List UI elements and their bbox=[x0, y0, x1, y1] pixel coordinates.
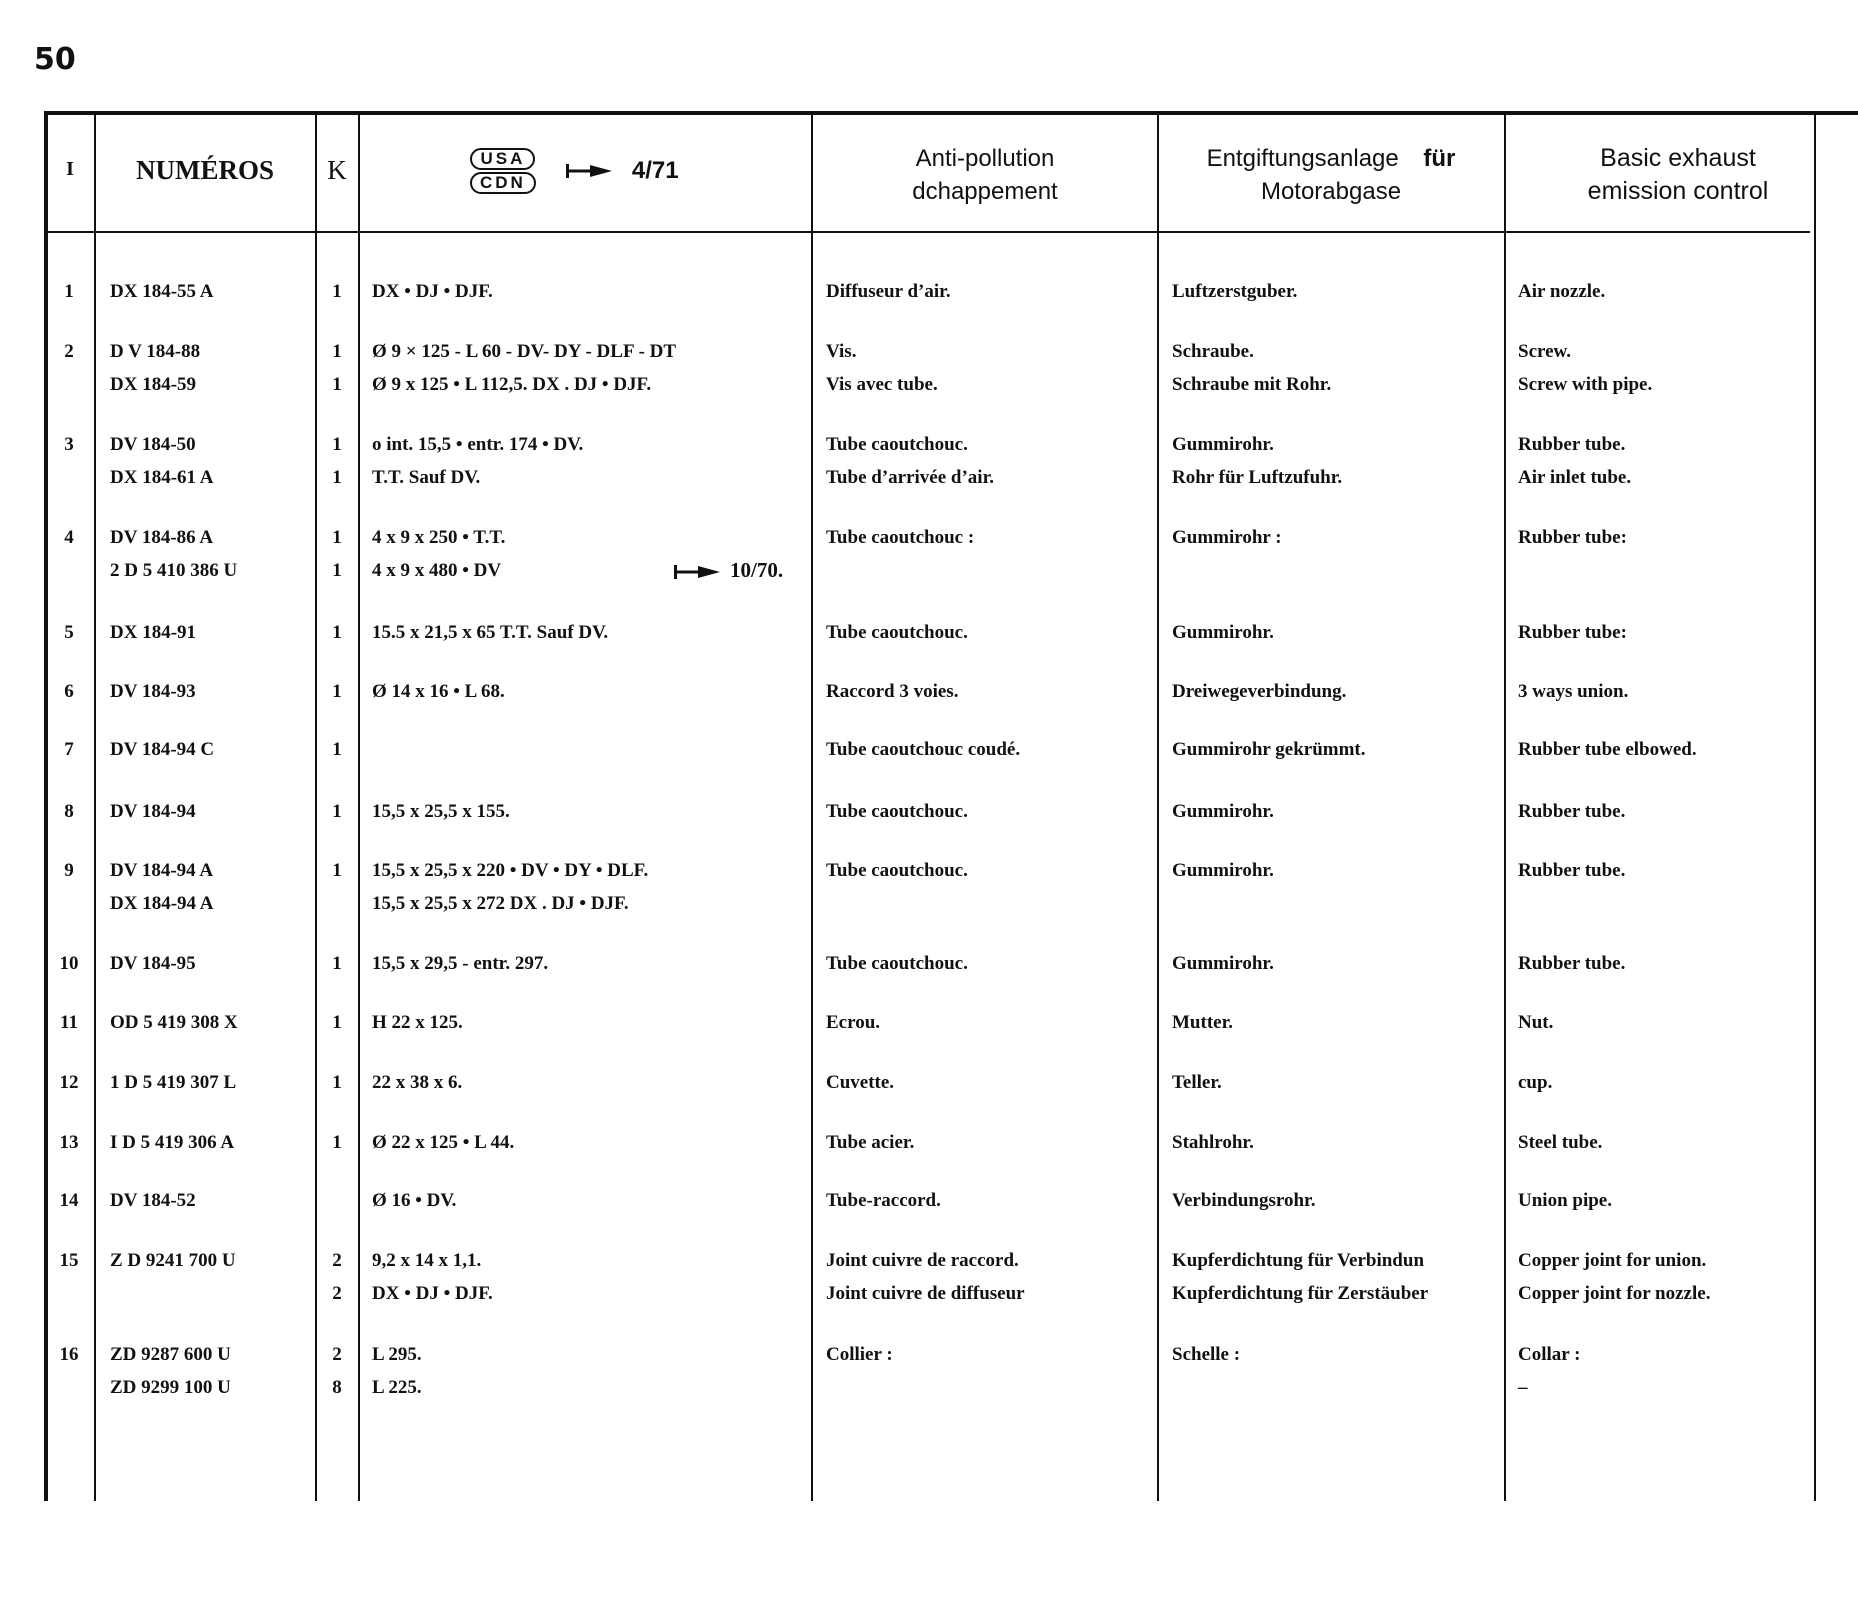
dimension-text-cell bbox=[372, 854, 842, 920]
english-label-cell bbox=[1518, 947, 1858, 980]
header-index: I bbox=[66, 158, 74, 180]
german-label-cell bbox=[1172, 616, 1512, 649]
part-number-cell bbox=[110, 1066, 320, 1099]
german-label: Gummirohr gekrümmt. bbox=[1172, 739, 1366, 760]
dimension-text-cell bbox=[372, 335, 842, 401]
part-number: DV 184-95 bbox=[110, 953, 196, 974]
header-fr-line1: Anti-pollution bbox=[915, 145, 1055, 172]
arrow-date-marker bbox=[674, 554, 783, 587]
row-index-cell bbox=[54, 521, 84, 554]
english-label-cell bbox=[1518, 1126, 1858, 1159]
row-index-cell bbox=[54, 947, 84, 980]
part-number-cell bbox=[110, 947, 320, 980]
german-label-cell bbox=[1172, 675, 1512, 708]
part-number: DV 184-94 A bbox=[110, 860, 214, 881]
row-index: 6 bbox=[64, 681, 74, 702]
english-label: Screw. bbox=[1518, 341, 1571, 362]
quantity: 1 bbox=[332, 953, 342, 974]
french-label: Tube d’arrivée d’air. bbox=[826, 467, 995, 488]
arrow-date-text: 10/70. bbox=[730, 558, 784, 582]
part-number: 2 D 5 410 386 U bbox=[110, 560, 238, 581]
quantity: 1 bbox=[332, 860, 342, 881]
german-label: Stahlrohr. bbox=[1172, 1132, 1254, 1153]
header-date: 4/71 bbox=[631, 157, 679, 184]
english-label: Rubber tube. bbox=[1518, 801, 1626, 822]
dimension-text: o int. 15,5 • entr. 174 • DV. bbox=[372, 434, 584, 455]
french-label-cell bbox=[826, 1126, 1166, 1159]
dimension-text: L 225. bbox=[372, 1377, 422, 1398]
french-label: Vis avec tube. bbox=[826, 374, 938, 395]
dimension-text: 22 x 38 x 6. bbox=[372, 1072, 463, 1093]
quantity: 1 bbox=[332, 1132, 342, 1153]
quantity: 2 bbox=[332, 1250, 342, 1271]
col-rule-left bbox=[44, 111, 48, 1501]
part-number: OD 5 419 308 X bbox=[110, 1012, 238, 1033]
english-label: Air inlet tube. bbox=[1518, 467, 1632, 488]
dimension-text-cell bbox=[372, 795, 842, 828]
german-label: Schelle : bbox=[1172, 1344, 1241, 1365]
part-number-cell bbox=[110, 795, 320, 828]
german-label-cell bbox=[1172, 1006, 1512, 1039]
part-number-cell bbox=[110, 521, 320, 587]
part-number: DV 184-93 bbox=[110, 681, 196, 702]
row-index: 1 bbox=[64, 281, 74, 302]
header-de bbox=[1161, 142, 1501, 208]
french-label-cell bbox=[826, 616, 1166, 649]
french-label: Tube caoutchouc. bbox=[826, 801, 968, 822]
english-label-cell bbox=[1518, 1244, 1858, 1310]
quantity: 1 bbox=[332, 1012, 342, 1033]
part-number: DV 184-52 bbox=[110, 1190, 196, 1211]
quantity: 2 bbox=[332, 1283, 342, 1304]
french-label-cell bbox=[826, 1338, 1166, 1371]
english-label-cell bbox=[1518, 1066, 1858, 1099]
row-index-cell bbox=[54, 1066, 84, 1099]
part-number-cell bbox=[110, 428, 320, 494]
french-label-cell bbox=[826, 795, 1166, 828]
english-label-cell bbox=[1518, 428, 1858, 494]
dimension-text-cell bbox=[372, 616, 842, 649]
dimension-text: Ø 14 x 16 • L 68. bbox=[372, 681, 505, 702]
quantity: 8 bbox=[332, 1377, 342, 1398]
dimension-text: H 22 x 125. bbox=[372, 1012, 463, 1033]
german-label-cell bbox=[1172, 1244, 1512, 1310]
header-en-line1: Basic exhaust bbox=[1600, 144, 1756, 172]
header-fr-line2: dchappement bbox=[912, 178, 1058, 205]
dimension-text-cell bbox=[372, 1066, 842, 1099]
header-numbers: NUMÉROS bbox=[135, 155, 274, 185]
french-label-cell bbox=[826, 675, 1166, 708]
dimension-text-cell bbox=[372, 1006, 842, 1039]
german-label: Schraube. bbox=[1172, 341, 1254, 362]
german-label-cell bbox=[1172, 854, 1512, 887]
german-label-cell bbox=[1172, 795, 1512, 828]
english-label: Steel tube. bbox=[1518, 1132, 1603, 1153]
header-validity bbox=[470, 148, 730, 194]
german-label: Verbindungsrohr. bbox=[1172, 1190, 1316, 1211]
dimension-text: 9,2 x 14 x 1,1. bbox=[372, 1250, 482, 1271]
part-number-cell bbox=[110, 1184, 320, 1217]
row-index-cell bbox=[54, 335, 84, 368]
part-number-cell bbox=[110, 1126, 320, 1159]
row-index: 7 bbox=[64, 739, 74, 760]
french-label: Vis. bbox=[826, 341, 857, 362]
row-index: 16 bbox=[59, 1344, 79, 1365]
english-label-cell bbox=[1518, 1184, 1858, 1217]
quantity: 1 bbox=[332, 281, 342, 302]
german-label: Dreiwegeverbindung. bbox=[1172, 681, 1347, 702]
part-number: DV 184-94 C bbox=[110, 739, 215, 760]
english-label: Rubber tube: bbox=[1518, 527, 1627, 548]
dimension-text: L 295. bbox=[372, 1344, 422, 1365]
english-label: Collar : bbox=[1518, 1344, 1581, 1365]
col-rule-index bbox=[94, 113, 96, 1501]
german-label: Gummirohr. bbox=[1172, 860, 1274, 881]
quantity-cell bbox=[322, 854, 352, 887]
row-index: 5 bbox=[64, 622, 74, 643]
german-label-cell bbox=[1172, 275, 1512, 308]
german-label: Kupferdichtung für Verbindun bbox=[1172, 1250, 1425, 1271]
german-label: Rohr für Luftzufuhr. bbox=[1172, 467, 1343, 488]
french-label-cell bbox=[826, 1066, 1166, 1099]
quantity-cell bbox=[322, 675, 352, 708]
quantity-cell bbox=[322, 275, 352, 308]
col-rule-qty bbox=[358, 113, 360, 1501]
dimension-text: 15.5 x 21,5 x 65 T.T. Sauf DV. bbox=[372, 622, 609, 643]
part-number: DX 184-59 bbox=[110, 374, 197, 395]
row-index: 12 bbox=[59, 1072, 79, 1093]
part-number-cell bbox=[110, 616, 320, 649]
part-number: DV 184-94 bbox=[110, 801, 196, 822]
part-number: DX 184-55 A bbox=[110, 281, 214, 302]
english-label: Rubber tube: bbox=[1518, 622, 1627, 643]
quantity-cell bbox=[322, 1126, 352, 1159]
english-label: Rubber tube. bbox=[1518, 953, 1626, 974]
dimension-text: 4 x 9 x 250 • T.T. bbox=[372, 527, 506, 548]
arrow-right-icon bbox=[566, 163, 612, 179]
quantity-cell bbox=[322, 616, 352, 649]
dimension-text: Ø 9 x 125 • L 112,5. DX . DJ • DJF. bbox=[372, 374, 652, 395]
quantity-cell bbox=[322, 428, 352, 494]
part-number-cell bbox=[110, 275, 320, 308]
row-index: 11 bbox=[60, 1012, 78, 1033]
english-label-cell bbox=[1518, 733, 1858, 766]
french-label-cell bbox=[826, 854, 1166, 887]
german-label-cell bbox=[1172, 947, 1512, 980]
row-index-cell bbox=[54, 1184, 84, 1217]
header-rule bbox=[44, 231, 1810, 233]
german-label-cell bbox=[1172, 521, 1512, 554]
dimension-text: 4 x 9 x 480 • DV bbox=[372, 560, 502, 581]
english-label: Copper joint for nozzle. bbox=[1518, 1283, 1711, 1304]
quantity: 2 bbox=[332, 1344, 342, 1365]
french-label-cell bbox=[826, 521, 1166, 554]
row-index-cell bbox=[54, 616, 84, 649]
french-label: Tube acier. bbox=[826, 1132, 915, 1153]
row-index-cell bbox=[54, 854, 84, 887]
english-label-cell bbox=[1518, 521, 1858, 554]
part-number-cell bbox=[110, 1244, 320, 1277]
french-label: Raccord 3 voies. bbox=[826, 681, 959, 702]
row-index-cell bbox=[54, 1244, 84, 1277]
part-number-cell bbox=[110, 854, 320, 920]
dimension-text-cell bbox=[372, 428, 842, 494]
part-number: DV 184-50 bbox=[110, 434, 196, 455]
quantity-cell bbox=[322, 335, 352, 401]
part-number: DX 184-61 A bbox=[110, 467, 214, 488]
row-index: 9 bbox=[64, 860, 74, 881]
part-number: DV 184-86 A bbox=[110, 527, 214, 548]
french-label: Collier : bbox=[826, 1344, 893, 1365]
french-label: Ecrou. bbox=[826, 1012, 881, 1033]
french-label: Tube caoutchouc. bbox=[826, 434, 968, 455]
quantity: 1 bbox=[332, 374, 342, 395]
row-index-cell bbox=[54, 733, 84, 766]
dimension-text: Ø 9 × 125 - L 60 - DV- DY - DLF - DT bbox=[372, 341, 677, 362]
english-label: – bbox=[1518, 1377, 1528, 1398]
part-number: ZD 9287 600 U bbox=[110, 1344, 231, 1365]
part-number: DX 184-94 A bbox=[110, 893, 214, 914]
part-number: Z D 9241 700 U bbox=[110, 1250, 236, 1271]
header-en bbox=[1508, 142, 1848, 208]
french-label-cell bbox=[826, 275, 1166, 308]
english-label: Air nozzle. bbox=[1518, 281, 1606, 302]
row-index: 3 bbox=[64, 434, 74, 455]
german-label-cell bbox=[1172, 335, 1512, 401]
german-label: Luftzerstguber. bbox=[1172, 281, 1298, 302]
dimension-text: 15,5 x 25,5 x 220 • DV • DY • DLF. bbox=[372, 860, 649, 881]
page-number: 50 bbox=[34, 42, 76, 77]
dimension-text: T.T. Sauf DV. bbox=[372, 467, 481, 488]
french-label: Joint cuivre de diffuseur bbox=[826, 1283, 1025, 1304]
row-index: 4 bbox=[64, 527, 74, 548]
french-label-cell bbox=[826, 947, 1166, 980]
dimension-text-cell bbox=[372, 675, 842, 708]
german-label: Mutter. bbox=[1172, 1012, 1234, 1033]
german-label: Teller. bbox=[1172, 1072, 1222, 1093]
dimension-text-cell bbox=[372, 1126, 842, 1159]
row-index: 14 bbox=[59, 1190, 79, 1211]
header-qty: K bbox=[327, 155, 347, 185]
french-label-cell bbox=[826, 733, 1166, 766]
part-number: D V 184-88 bbox=[110, 341, 201, 362]
english-label: Rubber tube elbowed. bbox=[1518, 739, 1697, 760]
part-number-cell bbox=[110, 733, 320, 766]
dimension-text: 15,5 x 25,5 x 272 DX . DJ • DJF. bbox=[372, 893, 629, 914]
dimension-text: DX • DJ • DJF. bbox=[372, 281, 493, 302]
german-label-cell bbox=[1172, 1338, 1512, 1371]
row-index: 10 bbox=[59, 953, 79, 974]
french-label: Cuvette. bbox=[826, 1072, 895, 1093]
quantity-cell bbox=[322, 1338, 352, 1404]
english-label: Nut. bbox=[1518, 1012, 1554, 1033]
row-index: 15 bbox=[59, 1250, 79, 1271]
dimension-text-cell bbox=[372, 1338, 842, 1404]
french-label-cell bbox=[826, 335, 1166, 401]
german-label-cell bbox=[1172, 1184, 1512, 1217]
quantity: 1 bbox=[332, 527, 342, 548]
french-label: Tube-raccord. bbox=[826, 1190, 941, 1211]
english-label: cup. bbox=[1518, 1072, 1553, 1093]
german-label-cell bbox=[1172, 733, 1512, 766]
english-label-cell bbox=[1518, 616, 1858, 649]
row-index-cell bbox=[54, 1338, 84, 1371]
quantity: 1 bbox=[332, 560, 342, 581]
quantity-cell bbox=[322, 947, 352, 980]
part-number-cell bbox=[110, 1006, 320, 1039]
german-label-cell bbox=[1172, 1126, 1512, 1159]
dimension-text: DX • DJ • DJF. bbox=[372, 1283, 493, 1304]
part-number: DX 184-91 bbox=[110, 622, 197, 643]
french-label-cell bbox=[826, 1184, 1166, 1217]
english-label-cell bbox=[1518, 854, 1858, 887]
quantity: 1 bbox=[332, 1072, 342, 1093]
dimension-text-cell bbox=[372, 275, 842, 308]
french-label: Tube caoutchouc. bbox=[826, 953, 968, 974]
german-label-cell bbox=[1172, 428, 1512, 494]
english-label: Screw with pipe. bbox=[1518, 374, 1653, 395]
english-label: 3 ways union. bbox=[1518, 681, 1629, 702]
header-de-line1: Entgiftungsanlage bbox=[1206, 145, 1399, 172]
quantity-cell bbox=[322, 1244, 352, 1310]
english-label: Rubber tube. bbox=[1518, 860, 1626, 881]
quantity: 1 bbox=[332, 467, 342, 488]
german-label: Kupferdichtung für Zerstäuber bbox=[1172, 1283, 1429, 1304]
french-label-cell bbox=[826, 428, 1166, 494]
quantity: 1 bbox=[332, 341, 342, 362]
english-label: Copper joint for union. bbox=[1518, 1250, 1707, 1271]
english-label-cell bbox=[1518, 275, 1858, 308]
french-label: Tube caoutchouc. bbox=[826, 622, 968, 643]
english-label-cell bbox=[1518, 795, 1858, 828]
quantity-cell bbox=[322, 733, 352, 766]
row-index-cell bbox=[54, 275, 84, 308]
row-index-cell bbox=[54, 1006, 84, 1039]
german-label: Gummirohr. bbox=[1172, 953, 1274, 974]
quantity-cell bbox=[322, 1066, 352, 1099]
english-label-cell bbox=[1518, 675, 1858, 708]
header-de-line1b: für bbox=[1423, 145, 1456, 172]
part-number: ZD 9299 100 U bbox=[110, 1377, 231, 1398]
german-label: Gummirohr : bbox=[1172, 527, 1282, 548]
french-label: Tube caoutchouc coudé. bbox=[826, 739, 1021, 760]
header-fr bbox=[815, 142, 1155, 208]
german-label-cell bbox=[1172, 1066, 1512, 1099]
quantity-cell bbox=[322, 795, 352, 828]
badge-usa: USA bbox=[470, 148, 535, 170]
quantity: 1 bbox=[332, 681, 342, 702]
french-label: Tube caoutchouc. bbox=[826, 860, 968, 881]
dimension-text-cell bbox=[372, 947, 842, 980]
dimension-text: Ø 22 x 125 • L 44. bbox=[372, 1132, 515, 1153]
quantity: 1 bbox=[332, 434, 342, 455]
english-label: Rubber tube. bbox=[1518, 434, 1626, 455]
german-label: Gummirohr. bbox=[1172, 434, 1274, 455]
quantity-cell bbox=[322, 521, 352, 587]
row-index-cell bbox=[54, 1126, 84, 1159]
row-index-cell bbox=[54, 428, 84, 461]
dimension-text: 15,5 x 29,5 - entr. 297. bbox=[372, 953, 549, 974]
dimension-text: 15,5 x 25,5 x 155. bbox=[372, 801, 510, 822]
quantity: 1 bbox=[332, 622, 342, 643]
french-label-cell bbox=[826, 1006, 1166, 1039]
part-number: 1 D 5 419 307 L bbox=[110, 1072, 237, 1093]
french-label-cell bbox=[826, 1244, 1166, 1310]
row-index: 13 bbox=[59, 1132, 79, 1153]
row-index-cell bbox=[54, 795, 84, 828]
german-label: Gummirohr. bbox=[1172, 622, 1274, 643]
row-index: 2 bbox=[64, 341, 74, 362]
english-label-cell bbox=[1518, 1338, 1858, 1404]
german-label: Gummirohr. bbox=[1172, 801, 1274, 822]
header-de-line2: Motorabgase bbox=[1260, 178, 1402, 205]
quantity: 1 bbox=[332, 801, 342, 822]
french-label: Joint cuivre de raccord. bbox=[826, 1250, 1019, 1271]
part-number-cell bbox=[110, 335, 320, 401]
part-number: I D 5 419 306 A bbox=[110, 1132, 235, 1153]
english-label: Union pipe. bbox=[1518, 1190, 1612, 1211]
quantity-cell bbox=[322, 1006, 352, 1039]
arrow-right-icon bbox=[674, 558, 720, 582]
header-en-line2: emission control bbox=[1587, 177, 1769, 205]
dimension-text-cell bbox=[372, 1184, 842, 1217]
badge-cdn: CDN bbox=[470, 172, 536, 194]
german-label: Schraube mit Rohr. bbox=[1172, 374, 1332, 395]
quantity: 1 bbox=[332, 739, 342, 760]
french-label: Tube caoutchouc : bbox=[826, 527, 975, 548]
part-number-cell bbox=[110, 675, 320, 708]
dimension-text: Ø 16 • DV. bbox=[372, 1190, 457, 1211]
english-label-cell bbox=[1518, 1006, 1858, 1039]
row-index-cell bbox=[54, 675, 84, 708]
row-index: 8 bbox=[64, 801, 74, 822]
dimension-text-cell bbox=[372, 1244, 842, 1310]
french-label: Diffuseur d’air. bbox=[826, 281, 951, 302]
part-number-cell bbox=[110, 1338, 320, 1404]
english-label-cell bbox=[1518, 335, 1858, 401]
